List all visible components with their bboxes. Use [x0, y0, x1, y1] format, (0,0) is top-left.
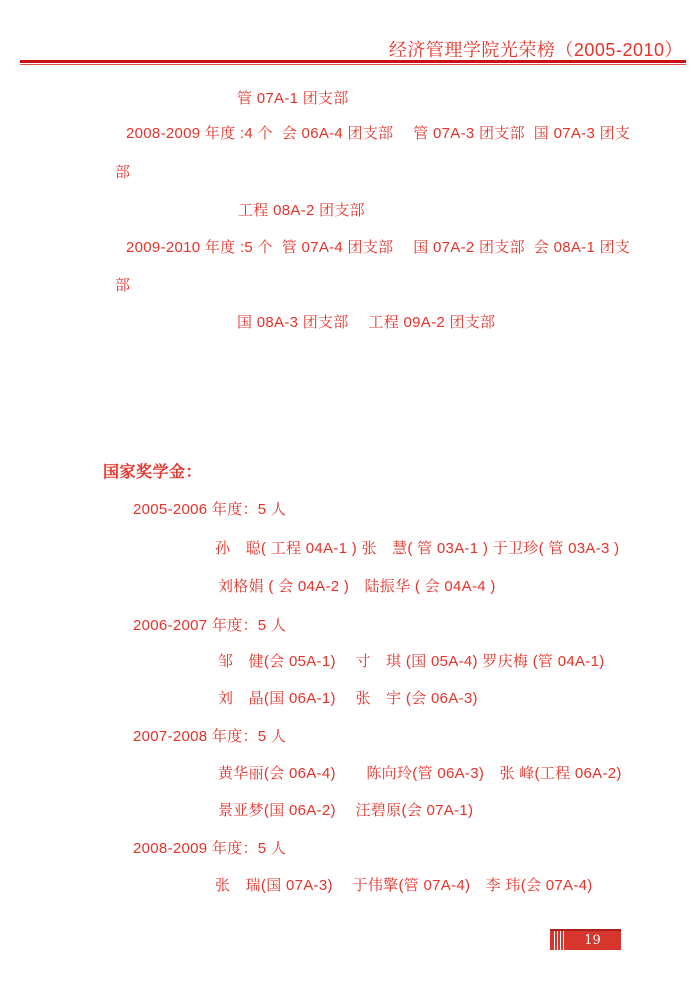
scholarship-year: 2006-2007 年度：5 人 [133, 617, 287, 634]
header-rule-thin [20, 64, 686, 65]
scholarship-names: 刘 晶(国 06A-1) 张 宇 (会 06A-3) [218, 690, 478, 707]
league-branch-line: 管 07A-1 团支部 [237, 90, 349, 107]
league-branch-line: 国 08A-3 团支部 工程 09A-2 团支部 [237, 314, 496, 331]
league-branch-line: 部 [115, 164, 131, 181]
badge-stripes-icon [552, 931, 564, 950]
scholarship-names: 黄华丽(会 06A-4) 陈向玲(管 06A-3) 张 峰(工程 06A-2) [218, 765, 622, 782]
scholarship-names: 孙 聪( 工程 04A-1 ) 张 慧( 管 03A-1 ) 于卫珍( 管 03A-3 ) [215, 540, 620, 557]
scholarship-names: 刘格娟 ( 会 04A-2 ) 陆振华 ( 会 04A-4 ) [218, 578, 496, 595]
scholarship-names: 景亚梦(国 06A-2) 汪碧原(会 07A-1) [218, 802, 474, 819]
league-branch-line: 2008-2009 年度 :4 个 会 06A-4 团支部 管 07A-3 团支部 国 07A-3 团支 [126, 125, 631, 142]
page-number: 19 [584, 933, 601, 948]
page-number-badge [550, 929, 621, 950]
scholarship-year: 2007-2008 年度：5 人 [133, 728, 287, 745]
header-rule-thick [20, 60, 686, 63]
scholarship-section-heading: 国家奖学金： [103, 464, 203, 481]
league-branch-line: 工程 08A-2 团支部 [238, 202, 365, 219]
scholarship-year: 2005-2006 年度：5 人 [133, 501, 287, 518]
scholarship-names: 邹 健(会 05A-1) 寸 琪 (国 05A-4) 罗庆梅 (管 04A-1) [218, 653, 605, 670]
page-header-title: 经济管理学院光荣榜（2005-2010） [388, 40, 683, 60]
scholarship-year: 2008-2009 年度：5 人 [133, 840, 287, 857]
league-branch-line: 2009-2010 年度 :5 个 管 07A-4 团支部 国 07A-2 团支部 会 08A-1 团支 [126, 239, 631, 256]
header-rule [20, 60, 686, 65]
league-branch-line: 部 [115, 277, 131, 294]
scholarship-names: 张 瑞(国 07A-3) 于伟擎(管 07A-4) 李 玮(会 07A-4) [215, 877, 593, 894]
